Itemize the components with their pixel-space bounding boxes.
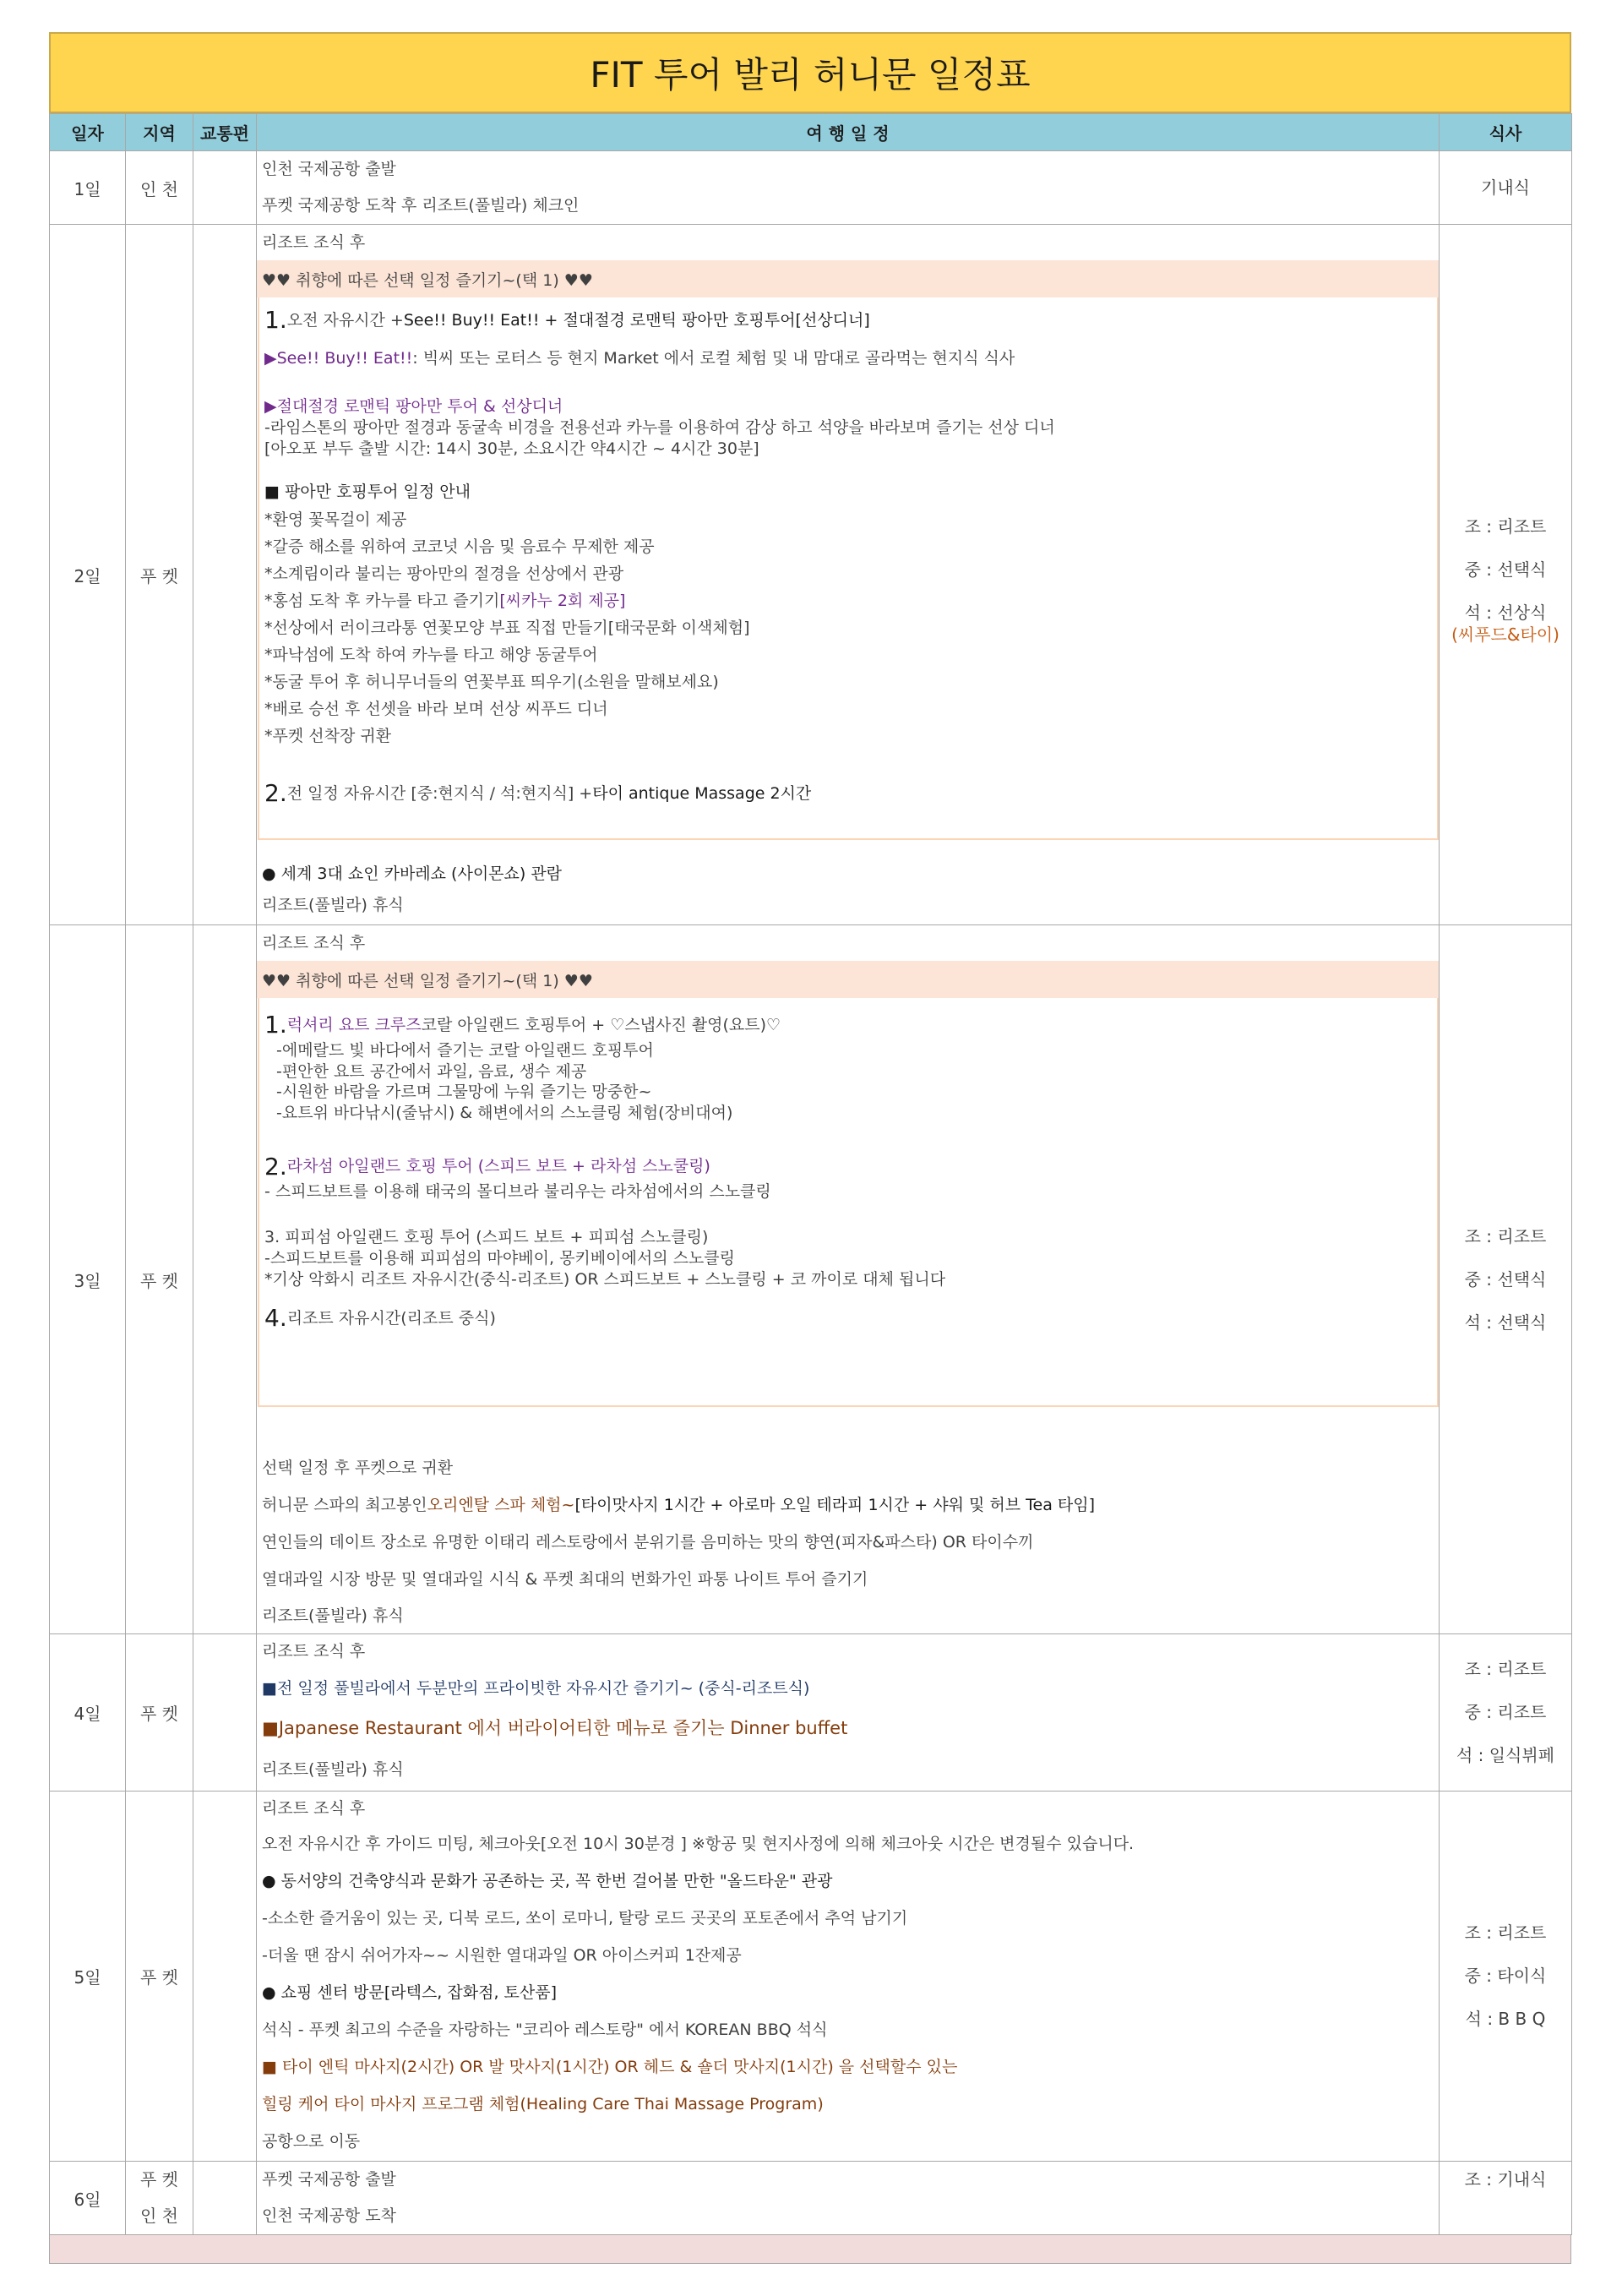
- itinerary-line: 선택 일정 후 푸켓으로 귀환: [262, 1458, 454, 1477]
- spa-highlight: 오리엔탈 스파 체험~: [427, 1495, 575, 1514]
- region-arrive: 인 천: [140, 2206, 178, 2226]
- option-detail: - 스피드보트를 이용해 태국의 몰디브라 불리우는 라차섬에서의 스노클링: [264, 1181, 771, 1201]
- option-1-line: [259, 301, 1437, 340]
- itinerary-line: 푸켓 국제공항 도착 후 리조트(풀빌라) 체크인: [262, 196, 580, 215]
- guide-item: *푸켓 선착장 귀환: [264, 727, 392, 746]
- header-region: 지역: [126, 114, 193, 151]
- itinerary-cell: [257, 151, 1440, 225]
- itinerary-cell: [257, 225, 1440, 925]
- itinerary-line: 열대과일 시장 방문 및 열대과일 시식 & 푸켓 최대의 번화가인 파통 나이트 투어 즐기기: [262, 1569, 868, 1589]
- private-time-text: 전 일정 풀빌라에서 두분만의 프라이빗한 자유시간 즐기기~ (중식-리조트식): [276, 1678, 810, 1698]
- see-buy-eat-body: : 빅씨 또는 로터스 등 현지 Market 에서 로컬 체험 및 내 맘대로 골라먹는 현지식 식사: [412, 348, 1015, 368]
- massage-program-line: 힐링 케어 타이 마사지 프로그램 체험(Healing Care Thai Massage Program): [262, 2094, 824, 2113]
- show-line: ● 세계 3대 쇼인 카바레쇼 (사이몬쇼) 관람: [262, 864, 563, 883]
- option-2-line: [259, 775, 1437, 812]
- meal-breakfast: 조 : 리조트: [1464, 1225, 1547, 1246]
- option-detail: *기상 악화시 리조트 자유시간(중식-리조트) OR 스피드보트 + 스노클링 + 코 까이로 대체 됩니다: [264, 1269, 946, 1289]
- option-text-bold: 타이 antique Massage 2시간: [592, 784, 812, 804]
- itinerary-line: 인천 국제공항 출발: [262, 160, 396, 179]
- header-itinerary: 여 행 일 정: [257, 114, 1440, 151]
- itinerary-line: 인천 국제공항 도착: [262, 2206, 396, 2226]
- meal-breakfast: 조 : 리조트: [1464, 1922, 1547, 1943]
- spa-detail: [타이맛사지 1시간 + 아로마 오일 테라피 1시간 + 샤워 및 허브 Tea 타임]: [574, 1495, 1095, 1514]
- preference-banner: ♥♥ 취향에 따른 선택 일정 즐기기~(택 1) ♥♥: [257, 260, 1439, 297]
- option-1-line: [259, 1010, 1437, 1040]
- option-detail: -에메랄드 빛 바다에서 즐기는 코랄 아일랜드 호핑투어: [276, 1041, 654, 1060]
- guide-item: *선상에서 러이크라통 연꽃모양 부표 직접 만들기[태국문화 이색체험]: [264, 619, 750, 638]
- meal-dinner: 석 : 일식뷔페: [1456, 1745, 1555, 1765]
- transport-cell: [193, 151, 257, 225]
- day-row-6: [50, 2162, 1572, 2235]
- option-text-bold: See!! Buy!! Eat!! + 절대절경 로맨틱 팡아만 호핑투어[선상디너]: [403, 310, 870, 330]
- see-buy-eat-head: ▶See!! Buy!! Eat!!: [264, 348, 413, 368]
- page-title: FIT 투어 발리 허니문 일정표: [49, 32, 1571, 113]
- guide-item-canoe: [259, 587, 1437, 614]
- itinerary-cell: [257, 1634, 1440, 1792]
- option-detail: -요트위 바다낚시(줄낚시) & 해변에서의 스노클링 체험(장비대여): [276, 1104, 733, 1123]
- option-text: 리조트 자유시간(리조트 중식): [286, 1309, 496, 1328]
- itinerary-table: [49, 113, 1572, 2235]
- transport-cell: [193, 1792, 257, 2162]
- meal-cell: [1440, 925, 1572, 1634]
- option-box: [258, 297, 1439, 840]
- meal-dinner-note: (씨푸드&타이): [1451, 624, 1559, 645]
- dinner-buffet-line: [257, 1709, 1439, 1749]
- spa-line: [257, 1486, 1439, 1524]
- region-cell: 인 천: [126, 151, 193, 225]
- square-bullet-icon: ■: [262, 1678, 277, 1698]
- option-text: 전 일정 자유시간 [중:현지식 / 석:현지식] +: [286, 784, 593, 804]
- option-text: 코랄 아일랜드 호핑투어 + ♡스냅사진 촬영(요트)♡: [421, 1015, 781, 1034]
- day-row-1: [50, 151, 1572, 225]
- meal-cell: 조 : 기내식: [1440, 2162, 1572, 2235]
- meal-cell: [1440, 225, 1572, 925]
- region-cell: 푸 켓: [126, 1634, 193, 1792]
- day-row-4: [50, 1634, 1572, 1792]
- header-meal: 식사: [1440, 114, 1572, 151]
- itinerary-line: 연인들의 데이트 장소로 유명한 이태리 레스토랑에서 분위기를 음미하는 맛의 향연(피자&파스타) OR 타이수끼: [262, 1532, 1034, 1552]
- transport-cell: [193, 2162, 257, 2235]
- option-text-highlight: 라차섬 아일랜드 호핑 투어 (스피드 보트 + 라차섬 스노쿨링): [286, 1157, 710, 1176]
- day-cell: 6일: [50, 2162, 126, 2235]
- day-cell: 2일: [50, 225, 126, 925]
- transport-cell: [193, 225, 257, 925]
- see-buy-eat-line: [259, 340, 1437, 377]
- option-number: 4.: [264, 1304, 287, 1333]
- itinerary-line: 리조트 조식 후: [262, 933, 366, 952]
- itinerary-cell: [257, 1792, 1440, 2162]
- guide-canoe-text: *홍섬 도착 후 카누를 타고 즐기기: [264, 592, 500, 611]
- dinner-buffet-text: Japanese Restaurant 에서 버라이어티한 메뉴로 즐기는 Dinner buffet: [278, 1718, 848, 1739]
- itinerary-line: 푸켓 국제공항 출발: [262, 2170, 396, 2190]
- option-detail: -편안한 요트 공간에서 과일, 음료, 생수 제공: [276, 1061, 587, 1081]
- day-row-2: [50, 225, 1572, 925]
- itinerary-line: 석식 - 푸켓 최고의 수준을 자랑하는 "코리아 레스토랑" 에서 KOREAN BBQ 석식: [262, 2020, 828, 2039]
- guide-canoe-highlight: [씨카누 2회 제공]: [499, 592, 626, 611]
- meal-lunch: 중 : 타이식: [1464, 1966, 1547, 1986]
- meal-lunch: 중 : 선택식: [1464, 559, 1547, 580]
- meal-breakfast: 조 : 리조트: [1464, 515, 1547, 537]
- meal-lunch: 중 : 선택식: [1464, 1268, 1547, 1290]
- meal-dinner: 석 : 선택식: [1464, 1312, 1547, 1333]
- option-number: 2.: [264, 779, 287, 808]
- transport-cell: [193, 1634, 257, 1792]
- rest-line: 리조트(풀빌라) 휴식: [262, 1606, 404, 1625]
- guide-item: *파낙섬에 도착 하여 카누를 타고 해양 동굴투어: [264, 646, 598, 665]
- itinerary-line: -더울 땐 잠시 쉬어가자~~ 시원한 열대과일 OR 아이스커피 1잔제공: [262, 1945, 742, 1965]
- transport-cell: [193, 925, 257, 1634]
- day-cell: 3일: [50, 925, 126, 1634]
- option-box: [258, 998, 1439, 1407]
- itinerary-cell: [257, 925, 1440, 1634]
- option-4-line: [259, 1302, 1437, 1336]
- guide-head: ■ 팡아만 호핑투어 일정 안내: [264, 483, 471, 502]
- option-number: 1.: [264, 305, 287, 334]
- square-bullet-icon: ■: [262, 1718, 279, 1739]
- header-transport: 교통편: [193, 114, 257, 151]
- itinerary-line: 리조트 조식 후: [262, 1641, 366, 1661]
- itinerary-cell: [257, 2162, 1440, 2235]
- guide-item: *소계림이라 불리는 팡아만의 절경을 선상에서 관광: [264, 564, 624, 584]
- phang-nga-head: ▶절대절경 로맨틱 팡아만 투어 & 선상디너: [264, 397, 563, 417]
- private-time-line: [257, 1668, 1439, 1709]
- meal-dinner: 석 : B B Q: [1465, 2009, 1546, 2029]
- shopping-line: ● 쇼핑 센터 방문[라텍스, 잡화점, 토산품]: [262, 1982, 557, 2002]
- header-day: 일자: [50, 114, 126, 151]
- day-row-5: [50, 1792, 1572, 2162]
- meal-cell: [1440, 1634, 1572, 1792]
- meal-breakfast: 조 : 리조트: [1464, 1659, 1547, 1679]
- phang-nga-desc: -라임스톤의 팡아만 절경과 동굴속 비경을 전용선과 카누를 이용하여 감상 하고 석양을 바라보며 즐기는 선상 디너: [264, 418, 1055, 437]
- region-cell: 푸 켓: [126, 925, 193, 1634]
- day-cell: 4일: [50, 1634, 126, 1792]
- preference-banner: ♥♥ 취향에 따른 선택 일정 즐기기~(택 1) ♥♥: [257, 961, 1439, 998]
- option-text: 오전 자유시간 +: [286, 310, 404, 330]
- option-detail: -스피드보트를 이용해 피피섬의 마야베이, 몽키베이에서의 스노클링: [264, 1249, 736, 1268]
- day-cell: 1일: [50, 151, 126, 225]
- itinerary-line: 오전 자유시간 후 가이드 미팅, 체크아웃[오전 10시 30분경 ] ※항공 및 현지사정에 의해 체크아웃 시간은 변경될수 있습니다.: [262, 1834, 1135, 1853]
- region-depart: 푸 켓: [140, 2169, 178, 2190]
- region-cell: 푸 켓: [126, 1792, 193, 2162]
- option-detail: -시원한 바람을 가르며 그물망에 누워 즐기는 망중한~: [276, 1083, 652, 1102]
- header-row: [50, 114, 1572, 151]
- phang-nga-time: [아오포 부두 출발 시간: 14시 30분, 소요시간 약4시간 ~ 4시간 30분]: [264, 439, 759, 458]
- guide-item: *배로 승선 후 선셋을 바라 보며 선상 씨푸드 디너: [264, 700, 608, 719]
- itinerary-line: 리조트 조식 후: [262, 232, 366, 252]
- old-town-line: ● 동서양의 건축양식과 문화가 공존하는 곳, 꼭 한번 걸어볼 만한 "올드타운" 관광: [262, 1871, 833, 1890]
- option-2-line: [259, 1153, 1437, 1181]
- option-number: 2.: [264, 1152, 287, 1181]
- footer-band: [49, 2235, 1571, 2264]
- itinerary-sheet: [49, 32, 1571, 2264]
- spa-text: 허니문 스파의 최고봉인: [262, 1495, 427, 1514]
- guide-item: *환영 꽃목걸이 제공: [264, 510, 407, 530]
- guide-item: *갈증 해소를 위하여 코코넛 시음 및 음료수 무제한 제공: [264, 537, 655, 557]
- itinerary-line: 리조트 조식 후: [262, 1798, 366, 1818]
- massage-line: ■ 타이 엔틱 마사지(2시간) OR 발 맛사지(1시간) OR 헤드 & 숄더 맛사지(1시간) 을 선택할수 있는: [262, 2057, 958, 2076]
- day-row-3: [50, 925, 1572, 1634]
- rest-line: 리조트(풀빌라) 휴식: [262, 895, 404, 914]
- meal-cell: 기내식: [1440, 151, 1572, 225]
- region-cell: [126, 2162, 193, 2235]
- itinerary-line: -소소한 즐거움이 있는 곳, 디북 로드, 쏘이 로마니, 탈랑 로드 곳곳의 포토존에서 추억 남기기: [262, 1908, 908, 1928]
- meal-cell: [1440, 1792, 1572, 2162]
- meal-lunch: 중 : 리조트: [1464, 1702, 1547, 1722]
- day-cell: 5일: [50, 1792, 126, 2162]
- itinerary-line: 공항으로 이동: [262, 2131, 361, 2151]
- option-number: 1.: [264, 1010, 287, 1039]
- meal-dinner: 석 : 선상식: [1464, 602, 1547, 623]
- guide-item: *동굴 투어 후 허니무너들의 연꽃부표 띄우기(소원을 말해보세요): [264, 673, 719, 692]
- rest-line: 리조트(풀빌라) 휴식: [262, 1759, 404, 1779]
- region-cell: 푸 켓: [126, 225, 193, 925]
- option-3-line: 3. 피피섬 아일랜드 호핑 투어 (스피드 보트 + 피피섬 스노클링): [264, 1228, 709, 1247]
- option-text-highlight: 럭셔리 요트 크루즈: [286, 1015, 422, 1034]
